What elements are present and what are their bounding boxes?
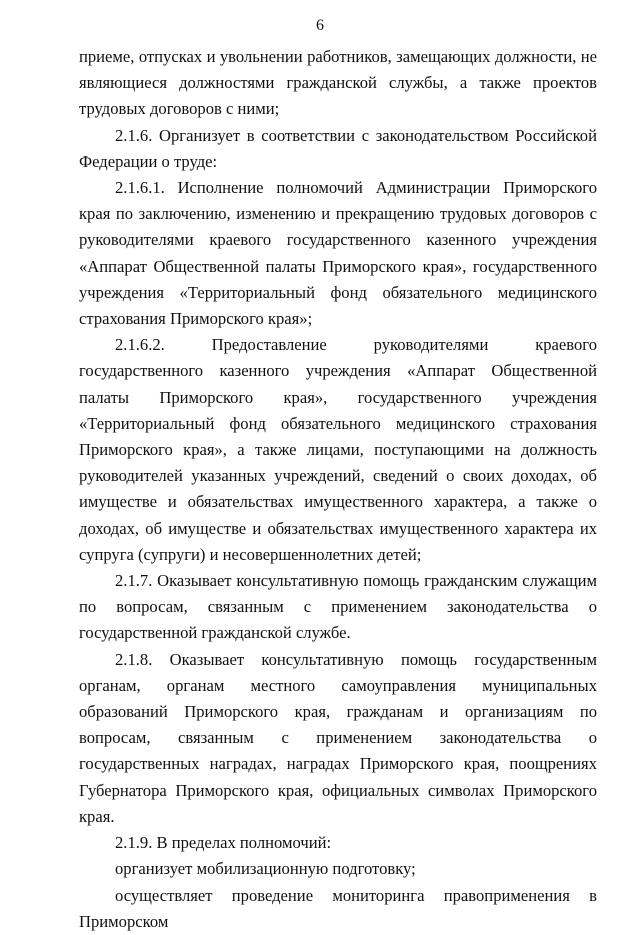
paragraph-continuation: приеме, отпусках и увольнении работников, замещающих должности, не являющиеся должностями гражданской службы, а также проектов трудовых договоров с ними; — [79, 47, 597, 119]
paragraph-2-1-9: 2.1.9. В пределах полномочий: — [115, 833, 332, 853]
paragraph-2-1-6-1: 2.1.6.1. Исполнение полномочий Администрации Приморского края по заключению, изменению и прекращению трудовых договоров с руководителями краевого государственного казенного учреждения «Аппарат Общественной палаты Приморского края», государственного учреждения «Территориальный фонд обязательного медицинского страхования Приморского края»; — [79, 178, 597, 329]
paragraph-2-1-7: 2.1.7. Оказывает консультативную помощь гражданским служащим по вопросам, связанным с применением законодательства о государственной гражданской службе. — [79, 571, 597, 643]
paragraph-2-1-8: 2.1.8. Оказывает консультативную помощь государственным органам, органам местного самоуправления муниципальных образований Приморского края, гражданам и организациям по вопросам, связанным с применением законодательства о государственных наградах, наградах Приморского края, поощрениях Губернатора Приморского края, официальных символах Приморского края. — [79, 649, 597, 826]
document-body — [79, 44, 597, 935]
paragraph-2-1-6-2: 2.1.6.2. Предоставление руководителями краевого государственного казенного учреждения «Аппарат Общественной палаты Приморского края», государственного учреждения «Территориальный фонд обязательного медицинского страхования Приморского края», а также лицами, поступающими на должность руководителей указанных учреждений, сведений о своих доходах, об имуществе и обязательствах имущественного характера, а также о доходах, об имуществе и обязательствах имущественного характера их супруга (супруги) и несовершеннолетних детей; — [79, 335, 597, 564]
paragraph-mobilization: организует мобилизационную подготовку; — [115, 859, 416, 879]
page-number: 6 — [316, 17, 324, 34]
paragraph-2-1-6: 2.1.6. Организует в соответствии с законодательством Российской Федерации о труде: — [79, 125, 597, 171]
paragraph-monitoring: осуществляет проведение мониторинга правоприменения в Приморском — [79, 885, 597, 931]
